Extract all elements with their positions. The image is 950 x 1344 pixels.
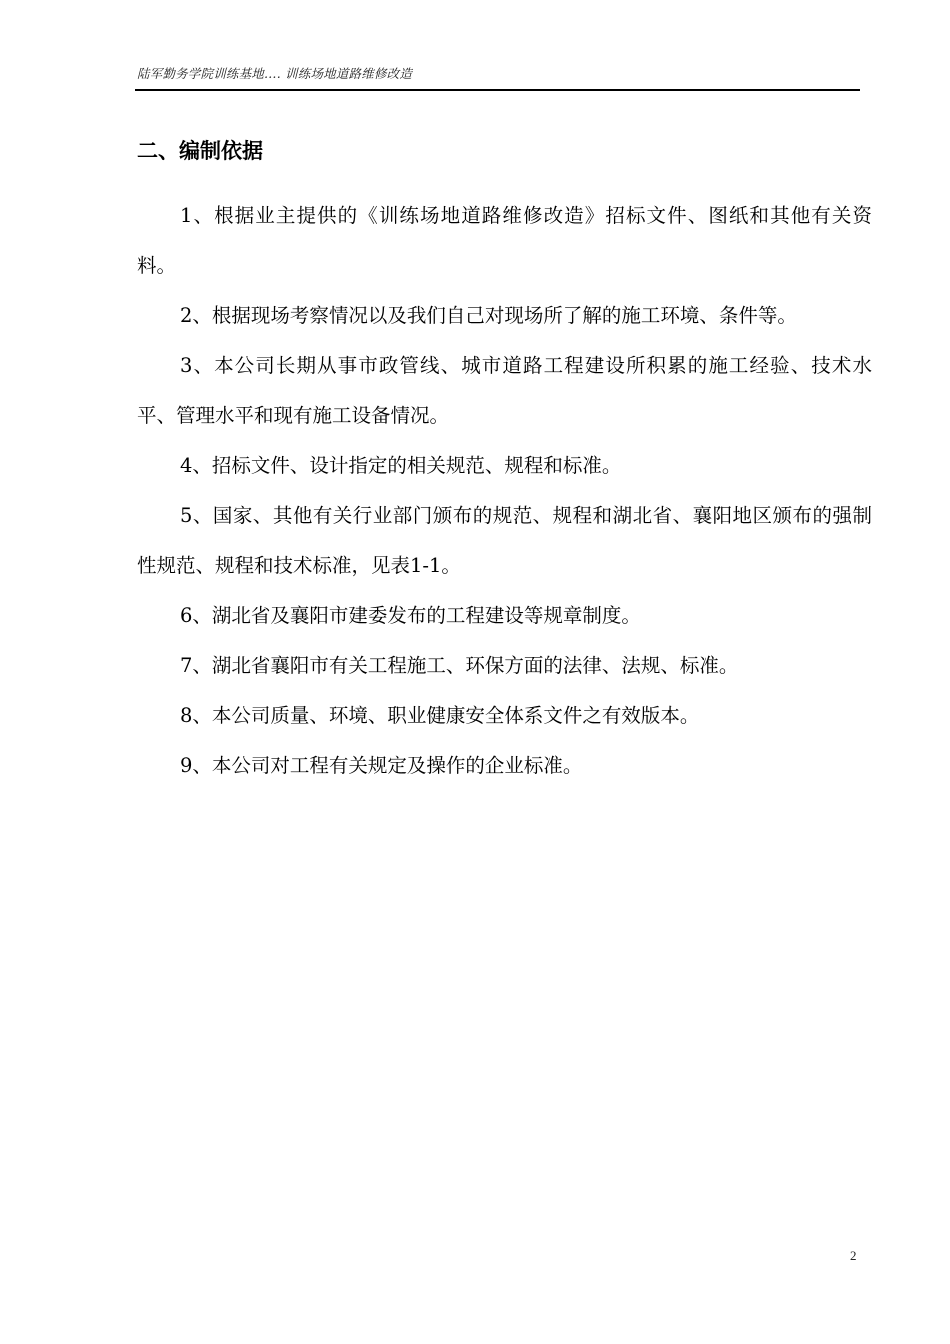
paragraph-5: 5、国家、其他有关行业部门颁布的规范、规程和湖北省、襄阳地区颁布的强制性规范、规程和技术标准，见表1-1。 — [137, 504, 872, 577]
paragraph-6: 6、湖北省及襄阳市建委发布的工程建设等规章制度。 — [180, 604, 641, 627]
paragraph-4: 4、招标文件、设计指定的相关规范、规程和标准。 — [180, 454, 622, 477]
paragraph-8: 8、本公司质量、环境、职业健康安全体系文件之有效版本。 — [180, 704, 700, 727]
header-divider — [135, 89, 860, 91]
paragraph-2: 2、根据现场考察情况以及我们自己对现场所了解的施工环境、条件等。 — [180, 304, 797, 327]
section-title: 二、编制依据 — [137, 139, 263, 163]
page-header: 陆军勤务学院训练基地…. 训练场地道路维修改造 — [137, 66, 413, 81]
paragraph-9: 9、本公司对工程有关规定及操作的企业标准。 — [180, 754, 583, 777]
page-number: 2 — [850, 1248, 857, 1263]
paragraph-3: 3、本公司长期从事市政管线、城市道路工程建设所积累的施工经验、技术水平、管理水平和现有施工设备情况。 — [137, 354, 872, 427]
paragraph-7: 7、湖北省襄阳市有关工程施工、环保方面的法律、法规、标准。 — [180, 654, 739, 677]
paragraph-1: 1、根据业主提供的《训练场地道路维修改造》招标文件、图纸和其他有关资料。 — [137, 204, 872, 277]
document-body — [137, 191, 872, 791]
